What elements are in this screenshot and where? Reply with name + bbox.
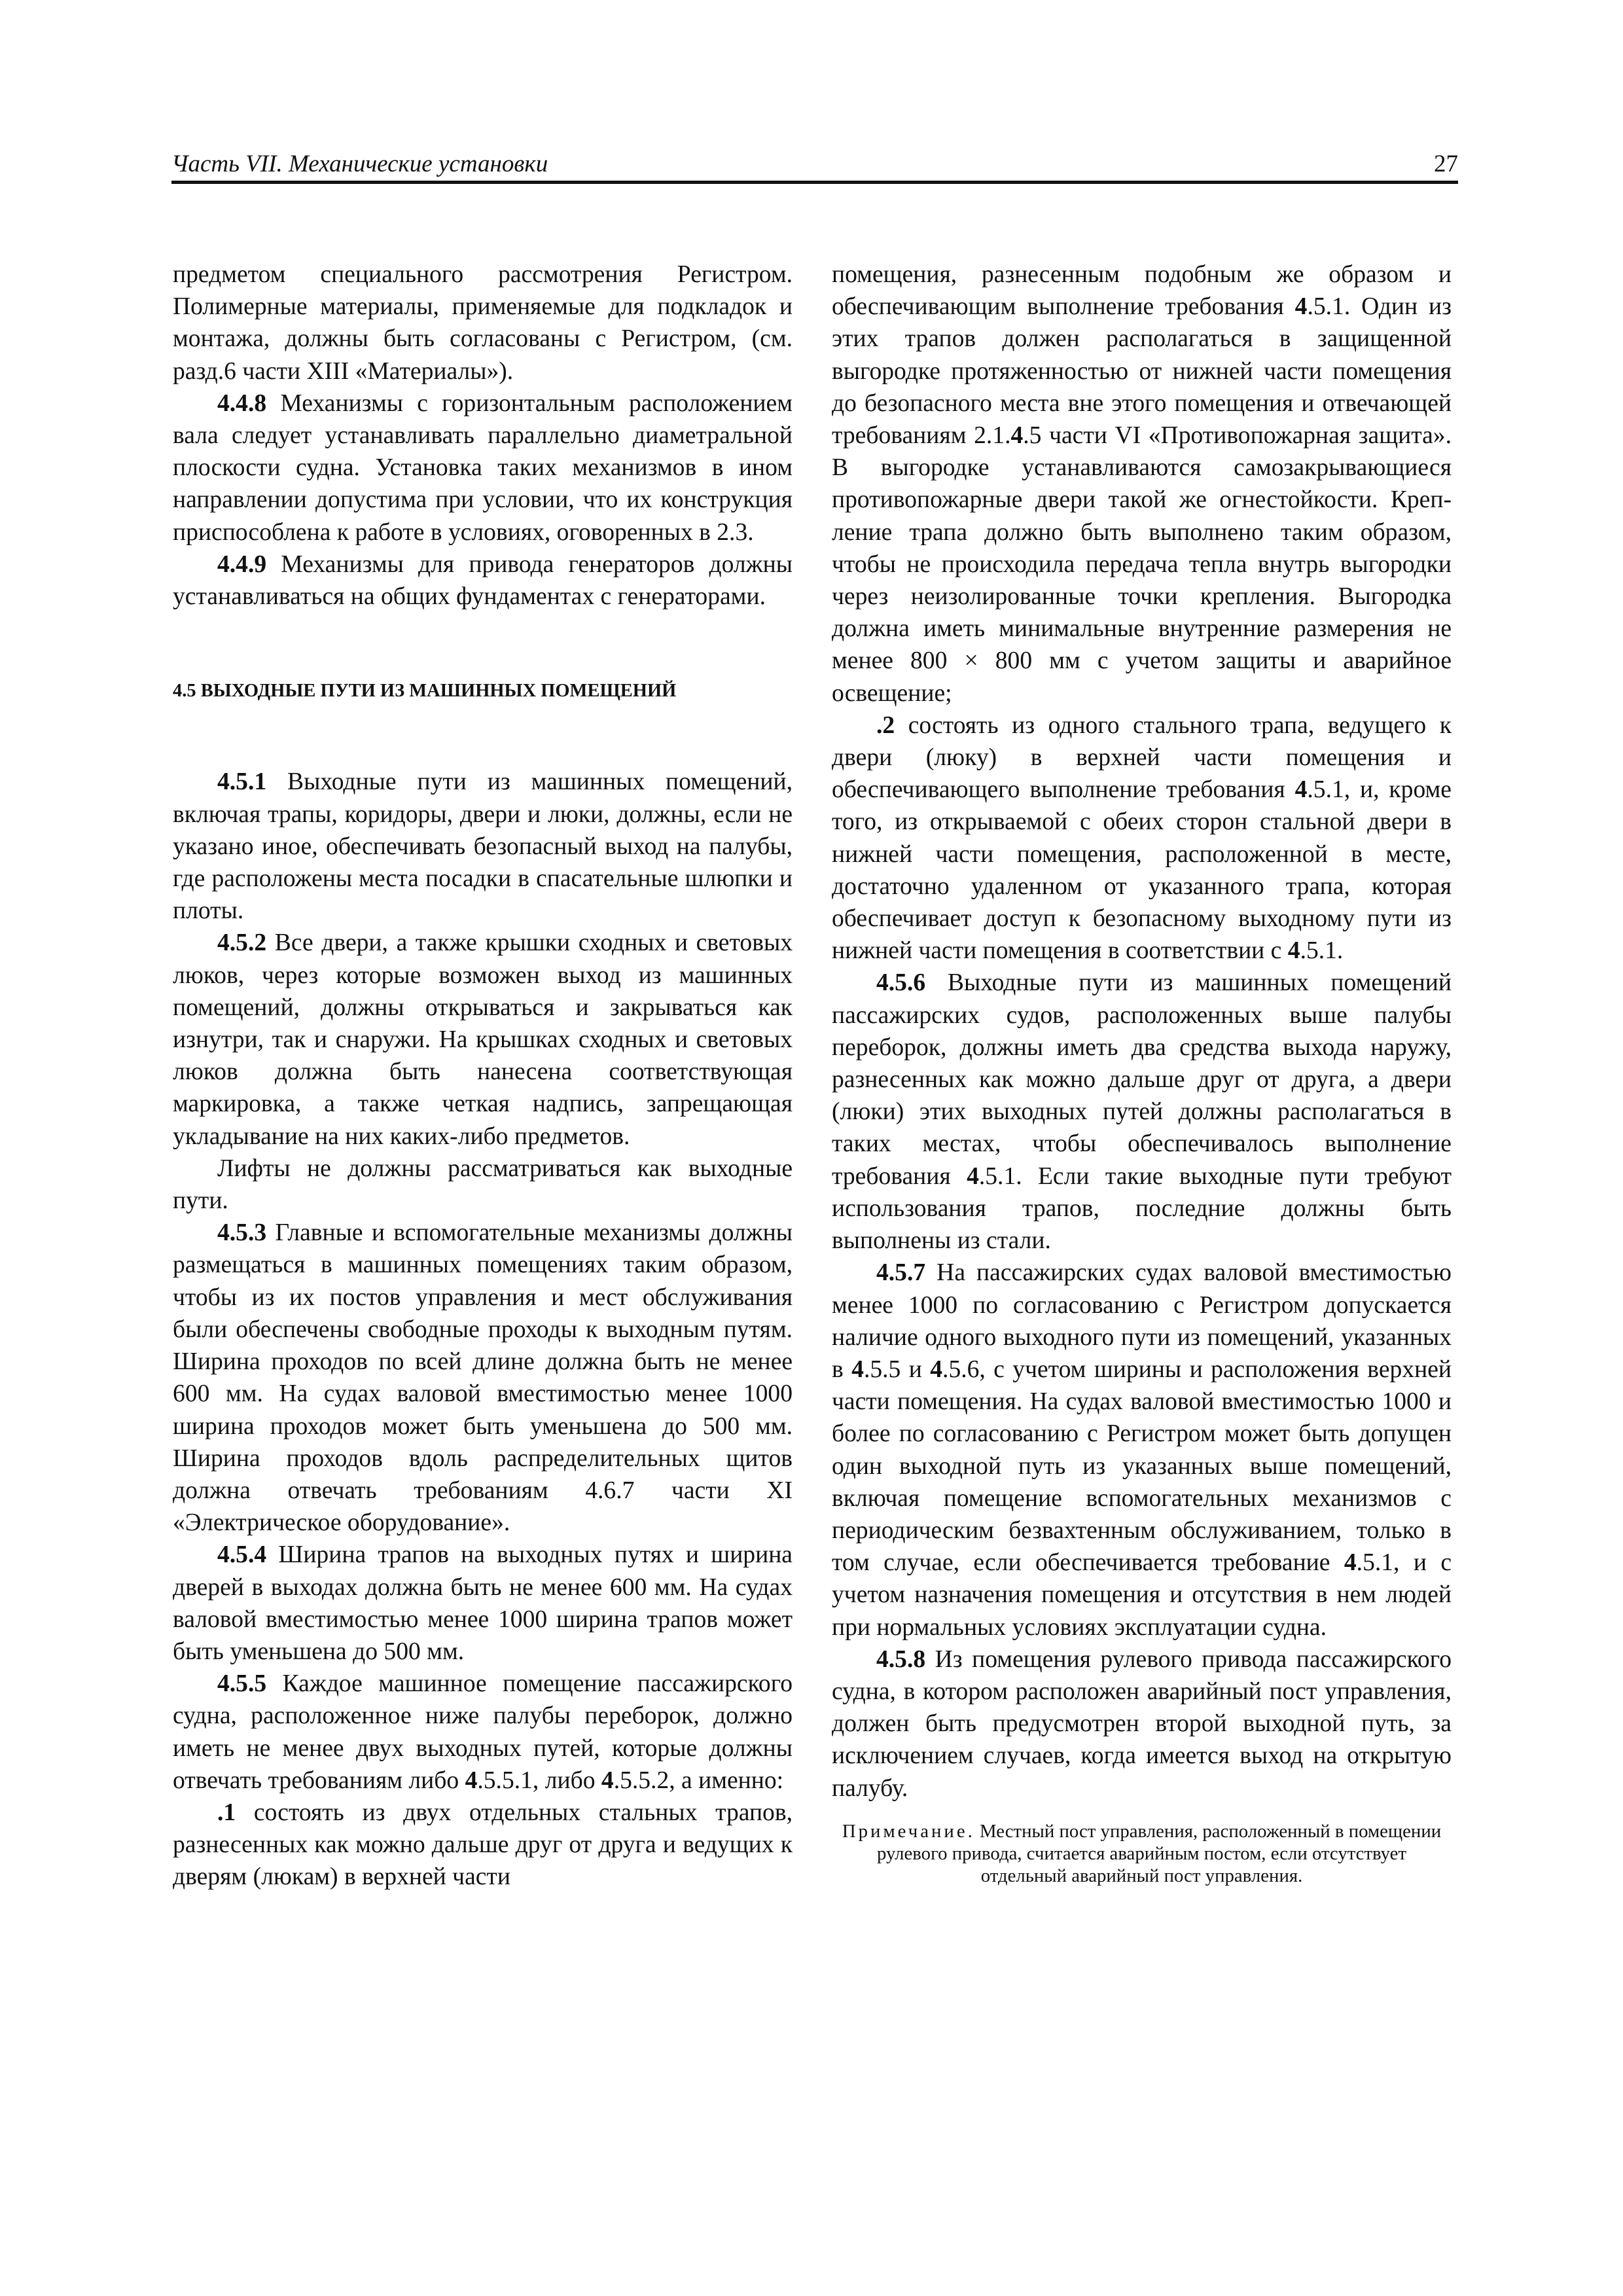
clause-number: 4.5.3 — [217, 1219, 267, 1247]
clause-number: 4.5.6 — [876, 969, 926, 997]
note — [832, 1820, 1452, 1887]
right-column — [832, 259, 1452, 1887]
paragraph: предметом специального рассмотрения Регистром. Полимерные материалы, применяемые для подкладок и монтажа, должны быть согласованы с Регистром, (см. разд.6 части XIII «Материалы»). — [173, 261, 793, 385]
item-number: .1 — [217, 1799, 236, 1826]
paragraph-4-4-9: 4.4.9 Механизмы для привода генераторов должны устанавливаться на общих фундаментах с генераторами. — [173, 550, 793, 611]
clause-number: 4.5.8 — [876, 1645, 926, 1673]
running-header — [171, 141, 1458, 184]
left-column — [173, 259, 793, 1893]
paragraph-4-5-5: 4.5.5 Каждое машинное помещение пассажирского судна, расположенное ниже палубы переборок, должно иметь не менее двух выходных путей, которые должны отвечать требованиям либо 4.5.5.1, либо 4.5.5.2, а именно: — [173, 1670, 793, 1794]
paragraph-4-5-1: 4.5.1 Выходные пути из машинных помещений, включая трапы, коридоры, двери и люки, должны, если не указано иное, обеспечивать безопасный выход на палубы, где расположены места посадки в спасательные шлюпки и плоты. — [173, 768, 793, 925]
paragraph-item-2: .2 состоять из одного стального трапа, ведущего к двери (люку) в верхней части помещения и обеспечивающего выполнение требования 4.5.1, и, кроме того, из открываемой с обеих сторон стальной двери в нижней части помещения, расположенной в месте, достаточно удаленном от указанного трапа, которая обеспечивает доступ к безопасному выходному пути из нижней части помещения в соответствии с 4.5.1. — [832, 711, 1452, 965]
page-number: 27 — [1434, 151, 1458, 177]
paragraph-4-5-3: 4.5.3 Главные и вспомогательные механизмы должны размещаться в машинных помещениях таким образом, чтобы из их постов управления и мест обслуживания были обеспечены свободные проходы к выходным путям. Ширина проходов по всей длине должна быть не менее 600 мм. На судах валовой вместимостью менее 1000 ширина проходов может быть уменьшена до 500 мм. Ширина проходов вдоль распределительных щитов должна отвечать требованиям 4.6.7 части XI «Электрическое оборудование». — [173, 1219, 793, 1537]
paragraph-4-4-8: 4.4.8 Механизмы с горизонтальным расположением вала следует устанавливать параллельно диаметральной плоскости судна. Установка таких механизмов в ином направлении допустима при условии, что их конструкция приспособлена к работе в условиях, оговоренных в 2.3. — [173, 389, 793, 546]
clause-number: 4.5.1 — [217, 768, 267, 796]
paragraph-continued: помещения, разнесенным подобным же образом и обеспечивающим выполнение требования 4.5.1. Один из этих трапов должен располагаться в защищенной выгородке протяженностью от нижней части помещения до безопасного места вне этого помещения и отвечающей требованиям 2.1.4.5 части VI «Противопожарная защита». В выгородке устанавливаются самозакрывающиеся противопожарные двери такой же огнестойкости. Крепление трапа должно быть выполнено таким образом, чтобы не происходила передача тепла внутрь выгородки через неизолированные точки крепления. Выгородка должна иметь минимальные внутренние размерения не менее 800 × 800 мм с учетом защиты и аварийное освещение; — [832, 261, 1452, 707]
paragraph-4-5-8: 4.5.8 Из помещения рулевого привода пассажирского судна, в котором расположен аварийный пост управления, должен быть предусмотрен второй выходной путь, за исключением случаев, когда имеется выход на открытую палубу. — [832, 1645, 1452, 1802]
clause-number: 4.5.2 — [217, 929, 267, 957]
paragraph-4-5-7: 4.5.7 На пассажирских судах валовой вместимостью менее 1000 по согласованию с Регистром допускается наличие одного выходного пути из помещений, указанных в 4.5.5 и 4.5.6, с учетом ширины и расположения верхней части помещения. На судах валовой вместимостью 1000 и более по согласованию с Регистром может быть допущен один выходной путь из указанных выше помещений, включая помещение вспомогательных механизмов с периодическим безвахтенным обслуживанием, только в том случае, если обеспечивается требование 4.5.1, и с учетом назначения помещения и отсутствия в нем людей при нормальных условиях эксплуатации судна. — [832, 1259, 1452, 1641]
paragraph-4-5-4: 4.5.4 Ширина трапов на выходных путях и ширина дверей в выходах должна быть не менее 600 мм. На судах валовой вместимостью менее 1000 ширина трапов может быть уменьшена до 500 мм. — [173, 1541, 793, 1665]
clause-number: 4.4.8 — [217, 389, 267, 417]
clause-number: 4.5.5 — [217, 1670, 267, 1698]
section-title: 4.5 ВЫХОДНЫЕ ПУТИ ИЗ МАШИННЫХ ПОМЕЩЕНИЙ — [173, 681, 677, 702]
note-label: Примечание. — [842, 1820, 975, 1842]
note-text: Местный пост управления, расположенный в помещении рулевого привода, считается аварийным постом, если отсутствует отдельный аварийный пост управления. — [876, 1820, 1442, 1886]
item-number: .2 — [876, 711, 895, 739]
paragraph-lifts: Лифты не должны рассматриваться как выходные пути. — [173, 1155, 793, 1215]
clause-number: 4.4.9 — [217, 550, 267, 578]
paragraph-item-1: .1 состоять из двух отдельных стальных трапов, разнесенных как можно дальше друг от друга и ведущих к дверям (люкам) в верхней части — [173, 1799, 793, 1891]
paragraph-4-5-2: 4.5.2 Все двери, а также крышки сходных и световых люков, через которые возможен выход из машинных помещений, должны открываться и закрываться как изнутри, так и снаружи. На крышках сходных и световых люков должна быть нанесена соответствующая маркировка, а также четкая надпись, запрещающая укладывание на них каких-либо предметов. — [173, 929, 793, 1150]
clause-number: 4.5.7 — [876, 1259, 926, 1287]
clause-number: 4.5.4 — [217, 1541, 267, 1569]
paragraph-4-5-6: 4.5.6 Выходные пути из машинных помещений пассажирских судов, расположенных выше палубы переборок, должны иметь два средства выхода наружу, разнесенных как можно дальше друг от друга, а двери (люки) этих выходных путей должны располагаться в таких местах, чтобы обеспечивалось выполнение требования 4.5.1. Если такие выходные пути требуют использования трапов, последние должны быть выполнены из стали. — [832, 969, 1452, 1255]
header-title: Часть VII. Механические установки — [171, 151, 548, 177]
